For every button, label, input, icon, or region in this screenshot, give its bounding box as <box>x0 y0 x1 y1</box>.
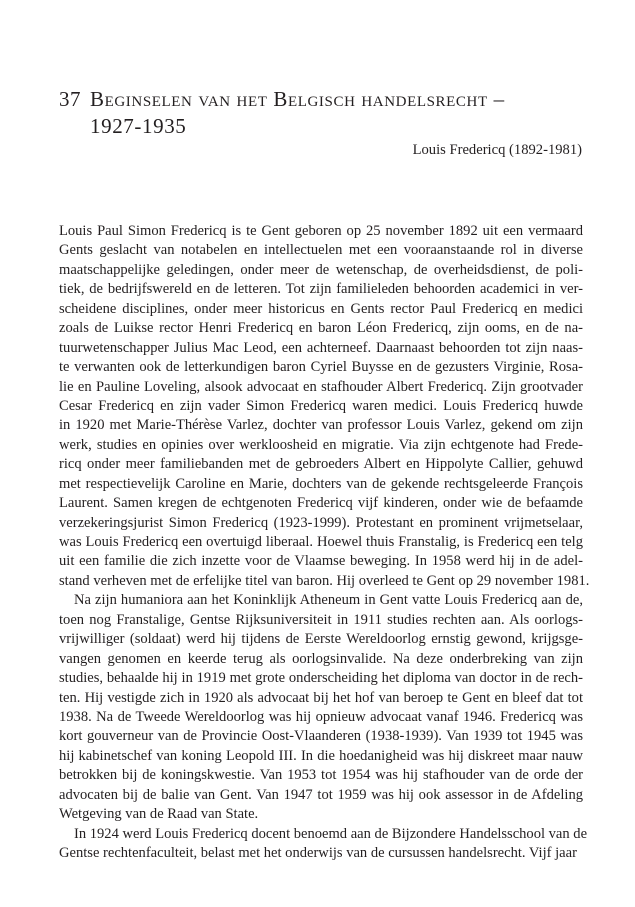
text-line: In 1924 werd Louis Fredericq docent benoemd aan de Bijzondere Handelsschool van de <box>74 825 588 842</box>
paragraph <box>59 825 588 864</box>
chapter-number: 37 <box>59 87 81 111</box>
text-line: ten. Hij vestigde zich in 1920 als advocaat bij het hof van beroep te Gent en bleef dat tot <box>59 689 583 706</box>
text-line: tiek, de bedrijfswereld en de letteren. Tot zijn familieleden behoorden academici in ver- <box>59 281 583 298</box>
text-line: studies, behaalde hij in 1919 met grote onderscheiding het diploma van doctor in de rech- <box>59 670 583 687</box>
body-text <box>59 222 590 863</box>
chapter-author: Louis Fredericq (1892-1981) <box>412 142 582 158</box>
text-line: in 1920 met Marie-Thérèse Varlez, dochter van professor Louis Varlez, gekend om zijn <box>59 417 583 434</box>
text-line: toen nog Franstalige, Gentse Rijksuniversiteit in 1911 studies rechten aan. Als oorlogs- <box>59 611 583 628</box>
text-line: Gentse rechtenfaculteit, belast met het onderwijs van de cursussen handelsrecht. Vijf jaar <box>59 845 577 861</box>
text-line: Cesar Fredericq en zijn vader Simon Fredericq waren medici. Louis Fredericq huwde <box>59 397 583 414</box>
text-line: Gents geslacht van notabelen en intellectuelen met een vooraanstaande rol in diverse <box>59 242 583 259</box>
text-line: stand verheven met de erfelijke titel van baron. Hij overleed te Gent op 29 november 1981. <box>59 572 590 589</box>
text-line: werk, studies en opinies over werkloosheid en migratie. Via zijn echtgenote had Frede- <box>59 436 583 453</box>
text-line: Wetgeving van de Raad van State. <box>59 806 259 823</box>
paragraph <box>59 222 590 591</box>
text-line: ricq onder meer familiebanden met de gebroeders Albert en Hippolyte Callier, gehuwd <box>59 456 583 473</box>
text-line: verzekeringsjurist Simon Fredericq (1923-1999). Protestant en prominent vrijmetselaar, <box>59 514 583 531</box>
text-line: was Louis Fredericq een overtuigd liberaal. Hoewel thuis Franstalig, is Fredericq een telg <box>59 534 583 550</box>
text-line: te verwanten ook de letterkundigen baron Cyriel Buysse en de gezusters Virginie, Rosa- <box>59 359 583 376</box>
text-line: scheidene disciplines, onder meer historicus en Gents rector Paul Fredericq en medici <box>59 300 583 317</box>
text-line: vangen genomen en keerde terug als oorlogsinvalide. Na deze onderbreking van zijn <box>59 650 583 667</box>
text-line: 1938. Na de Tweede Wereldoorlog was hij opnieuw advocaat vanaf 1946. Fredericq was <box>59 708 583 725</box>
text-line: vrijwilliger (soldaat) werd hij tijdens de Eerste Wereldoorlog ernstig gewond, krijgsge- <box>59 631 583 648</box>
text-line: kort gouverneur van de Provincie Oost-Vlaanderen (1938-1939). Van 1939 tot 1945 was <box>59 728 583 745</box>
chapter-title-line-2: 1927-1935 <box>90 114 187 138</box>
text-line: Louis Paul Simon Fredericq is te Gent geboren op 25 november 1892 uit een vermaard <box>59 223 583 239</box>
text-line: maatschappelijke geledingen, onder meer de wetenschap, de overheidsdienst, de poli- <box>59 261 583 278</box>
text-line: betrokken bij de koningskwestie. Van 1953 tot 1954 was hij stafhouder van de orde der <box>59 767 583 784</box>
chapter-title <box>90 86 570 140</box>
chapter-title-line-1: Beginselen van het Belgisch handelsrecht – <box>90 87 505 111</box>
text-line: uit een familie die zich inzette voor de Vlaamse beweging. In 1958 werd hij in de adel- <box>59 553 583 570</box>
paragraph <box>59 591 583 824</box>
text-line: advocaten bij de balie van Gent. Van 1947 tot 1959 was hij ook assessor in de Afdeling <box>59 786 583 803</box>
text-line: Na zijn humaniora aan het Koninklijk Atheneum in Gent vatte Louis Fredericq aan de, <box>74 592 583 609</box>
text-line: met respectievelijk Caroline en Marie, dochters van de gekende rechtsgeleerde François <box>59 475 583 492</box>
text-line: hij kabinetschef van koning Leopold III. In die hoedanigheid was hij diskreet maar nauw <box>59 747 583 764</box>
text-line: Laurent. Samen kregen de echtgenoten Fredericq vijf kinderen, onder wie de befaamde <box>59 495 583 512</box>
text-line: lie en Pauline Loveling, alsook advocaat en stafhouder Albert Fredericq. Zijn grootvader <box>59 378 583 395</box>
text-line: tuurwetenschapper Julius Mac Leod, een achterneef. Daarnaast behoorden tot zijn naas- <box>59 339 583 356</box>
text-line: zoals de Luikse rector Henri Fredericq en baron Léon Fredericq, zijn ooms, en de na- <box>59 320 583 337</box>
